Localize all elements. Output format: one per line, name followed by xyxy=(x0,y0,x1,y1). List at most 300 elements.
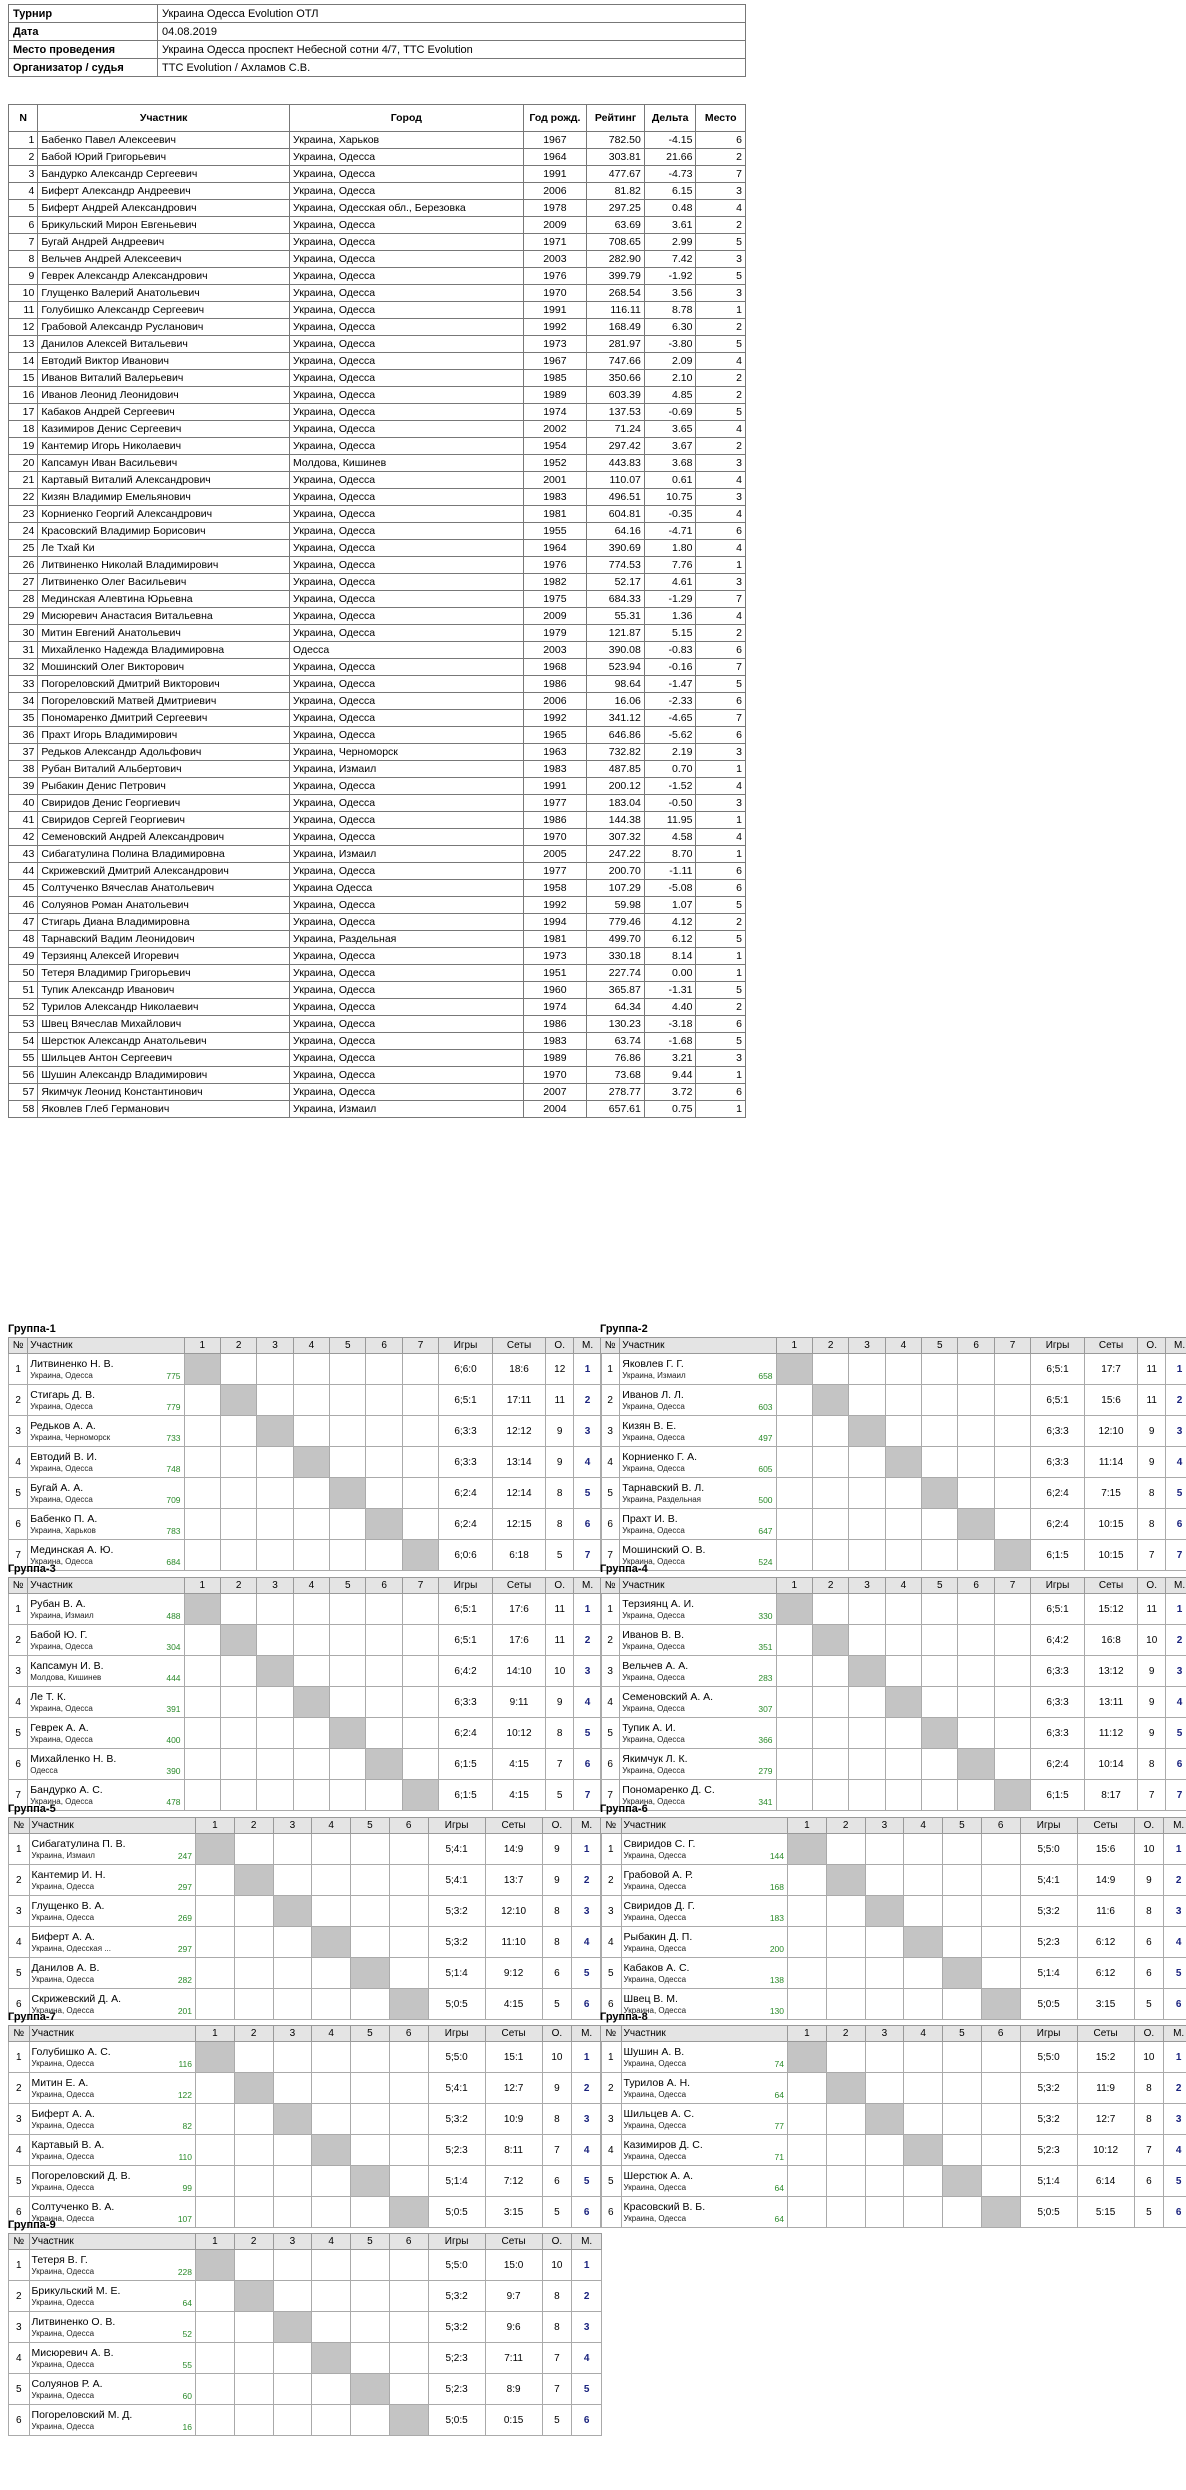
group-player-row xyxy=(9,1509,602,1540)
group-player-row xyxy=(9,1385,602,1416)
group-cross-table xyxy=(600,1337,1186,1571)
group-player-cell xyxy=(621,1834,787,1865)
match-cell xyxy=(943,1834,982,1865)
column-header: Рейтинг xyxy=(587,105,645,132)
match-cell xyxy=(293,1625,329,1656)
player-cell: 6 xyxy=(696,1084,746,1101)
player-cell: 35 xyxy=(9,710,38,727)
group-player-place: 1 xyxy=(1164,1834,1186,1865)
group-player-cell xyxy=(29,2343,195,2374)
group-player-rating: 775 xyxy=(166,1371,181,1381)
player-cell: 2 xyxy=(9,149,38,166)
group-player-games: 6;2:4 xyxy=(439,1509,493,1540)
player-cell: Солуянов Роман Анатольевич xyxy=(38,897,290,914)
group-player-sets: 14:10 xyxy=(492,1656,546,1687)
player-cell: -0.69 xyxy=(644,404,696,421)
header-place: М. xyxy=(1166,1338,1186,1354)
player-cell: 1.36 xyxy=(644,608,696,625)
player-cell: Украина, Одесса xyxy=(290,659,524,676)
group-player-points: 7 xyxy=(542,2374,572,2405)
group-player-games: 5;3:2 xyxy=(428,1896,485,1927)
player-cell: Украина, Одесса xyxy=(290,948,524,965)
self-cell xyxy=(330,1718,366,1749)
player-cell: 2.99 xyxy=(644,234,696,251)
match-cell xyxy=(865,1927,904,1958)
player-cell: 2003 xyxy=(523,251,587,268)
player-cell: 330.18 xyxy=(587,948,645,965)
match-cell xyxy=(958,1687,994,1718)
group-player-sets: 4:15 xyxy=(492,1749,546,1780)
group-player-games: 5;5:0 xyxy=(1020,1834,1077,1865)
match-cell xyxy=(849,1385,885,1416)
player-row xyxy=(9,234,746,251)
group-player-games: 6;3:3 xyxy=(1031,1416,1085,1447)
group-player-row xyxy=(9,1656,602,1687)
group-player-games: 6;2:4 xyxy=(439,1478,493,1509)
player-cell: 14 xyxy=(9,353,38,370)
group-player-no: 6 xyxy=(9,2405,30,2436)
group-player-points: 10 xyxy=(542,2042,572,2073)
group-player-row xyxy=(9,1354,602,1385)
group-player-place: 5 xyxy=(1164,2166,1186,2197)
group-player-points: 9 xyxy=(1138,1718,1166,1749)
group-player-city: Украина, Измаил xyxy=(30,1610,94,1620)
player-cell: 98.64 xyxy=(587,676,645,693)
group-player-points: 8 xyxy=(1138,1509,1166,1540)
match-cell xyxy=(184,1749,220,1780)
header-sets: Сеты xyxy=(1077,2026,1134,2042)
header-participant: Участник xyxy=(621,2026,787,2042)
group-player-city: Украина, Одесса xyxy=(623,2120,687,2130)
match-cell xyxy=(196,2073,235,2104)
group-player-no: 6 xyxy=(9,1989,30,2020)
group-player-city: Украина, Одесса xyxy=(622,1610,685,1620)
header-place: М. xyxy=(574,1578,602,1594)
player-cell: 107.29 xyxy=(587,880,645,897)
match-cell xyxy=(922,1447,958,1478)
player-cell: 2006 xyxy=(523,693,587,710)
player-cell: -0.50 xyxy=(644,795,696,812)
match-cell xyxy=(257,1687,293,1718)
group-player-rating: 783 xyxy=(166,1526,181,1536)
group-player-name: Бабой Ю. Г. xyxy=(30,1628,88,1641)
group-player-rating: 99 xyxy=(182,2183,192,2193)
group-player-row xyxy=(9,1896,602,1927)
header-opponent-no: 5 xyxy=(943,1818,982,1834)
group-player-city: Украина, Одесса xyxy=(31,2058,95,2068)
match-cell xyxy=(812,1416,848,1447)
player-cell: 3 xyxy=(9,166,38,183)
player-cell: Бандурко Александр Сергеевич xyxy=(38,166,290,183)
self-cell xyxy=(220,1385,256,1416)
player-cell: 1.07 xyxy=(644,897,696,914)
player-cell: 63.74 xyxy=(587,1033,645,1050)
player-cell: 5 xyxy=(696,897,746,914)
group-player-row xyxy=(601,2135,1186,2166)
group-player-place: 5 xyxy=(1166,1718,1186,1749)
player-cell: Тупик Александр Иванович xyxy=(38,982,290,999)
group-player-sets: 6:12 xyxy=(1077,1927,1134,1958)
match-cell xyxy=(788,2166,827,2197)
group-player-points: 5 xyxy=(542,2197,572,2228)
match-cell xyxy=(958,1718,994,1749)
group-player-name: Картавый В. А. xyxy=(31,2138,105,2151)
match-cell xyxy=(184,1447,220,1478)
player-cell: 4 xyxy=(9,183,38,200)
group-player-place: 4 xyxy=(1164,2135,1186,2166)
group-player-place: 5 xyxy=(1164,1958,1186,1989)
group-player-rating: 60 xyxy=(182,2391,192,2401)
match-cell xyxy=(994,1416,1030,1447)
group-player-place: 5 xyxy=(572,2374,602,2405)
player-row xyxy=(9,251,746,268)
player-cell: 657.61 xyxy=(587,1101,645,1118)
player-cell: 4 xyxy=(696,421,746,438)
group-player-no: 3 xyxy=(9,1896,30,1927)
player-cell: 37 xyxy=(9,744,38,761)
players-table xyxy=(8,104,746,1118)
group-player-games: 6;1:5 xyxy=(1031,1540,1085,1571)
self-cell xyxy=(904,2135,943,2166)
player-cell: 20 xyxy=(9,455,38,472)
group-player-points: 7 xyxy=(1134,2135,1164,2166)
player-cell: 31 xyxy=(9,642,38,659)
group-cross-table xyxy=(8,1577,602,1811)
match-cell xyxy=(885,1385,921,1416)
group-player-place: 6 xyxy=(574,1509,602,1540)
self-cell xyxy=(943,2166,982,2197)
match-cell xyxy=(257,1447,293,1478)
group-player-games: 5;2:3 xyxy=(1020,2135,1077,2166)
player-cell: 16.06 xyxy=(587,693,645,710)
match-cell xyxy=(776,1687,812,1718)
player-cell: Казимиров Денис Сергеевич xyxy=(38,421,290,438)
match-cell xyxy=(402,1656,438,1687)
group-player-name: Пономаренко Д. С. xyxy=(622,1783,715,1796)
group-player-sets: 8:17 xyxy=(1084,1780,1138,1811)
group-player-place: 4 xyxy=(572,1927,602,1958)
player-cell: -4.71 xyxy=(644,523,696,540)
player-cell: 36 xyxy=(9,727,38,744)
group-player-city: Украина, Одесса xyxy=(622,1796,685,1806)
group-player-rating: 351 xyxy=(758,1642,773,1652)
player-cell: -5.62 xyxy=(644,727,696,744)
group-player-city: Украина, Одесса xyxy=(31,1912,95,1922)
header-pts: О. xyxy=(1138,1578,1166,1594)
match-cell xyxy=(849,1718,885,1749)
group-player-sets: 13:12 xyxy=(1084,1656,1138,1687)
player-cell: Тарнавский Вадим Леонидович xyxy=(38,931,290,948)
match-cell xyxy=(981,1927,1020,1958)
match-cell xyxy=(922,1354,958,1385)
player-cell: Украина, Одесса xyxy=(290,353,524,370)
self-cell xyxy=(812,1385,848,1416)
player-cell: 10.75 xyxy=(644,489,696,506)
header-opponent-no: 5 xyxy=(922,1578,958,1594)
player-cell: 4 xyxy=(696,778,746,795)
group-player-row xyxy=(9,1594,602,1625)
match-cell xyxy=(312,1834,351,1865)
match-cell xyxy=(922,1594,958,1625)
group-player-points: 12 xyxy=(546,1354,574,1385)
group-player-games: 6;3:3 xyxy=(1031,1718,1085,1749)
match-cell xyxy=(220,1718,256,1749)
group-player-cell xyxy=(29,1834,195,1865)
group-player-sets: 14:9 xyxy=(485,1834,542,1865)
group-player-name: Якимчук Л. К. xyxy=(622,1752,688,1765)
header-opponent-no: 1 xyxy=(184,1338,220,1354)
match-cell xyxy=(776,1478,812,1509)
player-cell: 2 xyxy=(696,999,746,1016)
match-cell xyxy=(366,1416,402,1447)
group-player-sets: 15:12 xyxy=(1084,1594,1138,1625)
group-player-games: 6;2:4 xyxy=(439,1718,493,1749)
group-player-name: Свиридов С. Г. xyxy=(623,1837,696,1850)
group-player-rating: 64 xyxy=(774,2183,784,2193)
player-cell: 443.83 xyxy=(587,455,645,472)
self-cell xyxy=(257,1416,293,1447)
header-pts: О. xyxy=(542,2026,572,2042)
match-cell xyxy=(196,1958,235,1989)
group-player-no: 6 xyxy=(601,1749,620,1780)
player-cell: Украина, Одесса xyxy=(290,591,524,608)
header-sets: Сеты xyxy=(485,2026,542,2042)
group-player-cell xyxy=(29,2104,195,2135)
match-cell xyxy=(943,1927,982,1958)
group-player-cell xyxy=(620,1385,776,1416)
group-player-games: 6;5:1 xyxy=(439,1625,493,1656)
player-cell: 487.85 xyxy=(587,761,645,778)
player-cell: Турилов Александр Николаевич xyxy=(38,999,290,1016)
match-cell xyxy=(776,1718,812,1749)
player-cell: 3 xyxy=(696,489,746,506)
group-player-rating: 52 xyxy=(182,2329,192,2339)
group-player-city: Украина, Одесса xyxy=(30,1641,93,1651)
match-cell xyxy=(293,1354,329,1385)
header-participant: Участник xyxy=(29,2026,195,2042)
group-player-cell xyxy=(621,2042,787,2073)
header-opponent-no: 1 xyxy=(196,1818,235,1834)
group-header-row xyxy=(9,2026,602,2042)
group-player-sets: 7:15 xyxy=(1084,1478,1138,1509)
group-player-games: 5;2:3 xyxy=(428,2374,485,2405)
header-pts: О. xyxy=(546,1578,574,1594)
header-pts: О. xyxy=(546,1338,574,1354)
match-cell xyxy=(402,1478,438,1509)
player-cell: 45 xyxy=(9,880,38,897)
header-opponent-no: 4 xyxy=(904,2026,943,2042)
group-player-no: 1 xyxy=(601,1594,620,1625)
group-player-no: 4 xyxy=(601,1447,620,1478)
match-cell xyxy=(788,2135,827,2166)
player-cell: 130.23 xyxy=(587,1016,645,1033)
player-cell: 7.76 xyxy=(644,557,696,574)
match-cell xyxy=(994,1385,1030,1416)
match-cell xyxy=(220,1509,256,1540)
self-cell xyxy=(943,1958,982,1989)
group-player-city: Украина, Одесса xyxy=(30,1556,93,1566)
group-player-city: Украина, Одесса xyxy=(622,1401,685,1411)
group-player-place: 6 xyxy=(572,1989,602,2020)
group-player-points: 11 xyxy=(546,1385,574,1416)
match-cell xyxy=(220,1687,256,1718)
group-player-points: 5 xyxy=(546,1540,574,1571)
group-player-city: Украина, Одесса xyxy=(622,1641,685,1651)
group-player-rating: 478 xyxy=(166,1797,181,1807)
player-cell: Михайленко Надежда Владимировна xyxy=(38,642,290,659)
group-player-no: 1 xyxy=(601,2042,622,2073)
player-cell: 110.07 xyxy=(587,472,645,489)
match-cell xyxy=(273,2281,312,2312)
player-cell: Украина, Одесса xyxy=(290,676,524,693)
player-cell: Погореловский Матвей Дмитриевич xyxy=(38,693,290,710)
group-player-row xyxy=(601,1416,1186,1447)
group-player-no: 1 xyxy=(601,1354,620,1385)
match-cell xyxy=(904,2104,943,2135)
group-player-games: 6;2:4 xyxy=(1031,1478,1085,1509)
group-player-city: Украина, Одесса xyxy=(31,1881,95,1891)
header-no: № xyxy=(9,1578,28,1594)
player-row xyxy=(9,829,746,846)
self-cell xyxy=(812,1625,848,1656)
match-cell xyxy=(826,2104,865,2135)
group-player-place: 7 xyxy=(574,1540,602,1571)
player-cell: 390.08 xyxy=(587,642,645,659)
group-player-games: 6;6:0 xyxy=(439,1354,493,1385)
group-player-sets: 5:15 xyxy=(1077,2197,1134,2228)
group-player-row xyxy=(9,2135,602,2166)
group-player-rating: 110 xyxy=(178,2152,192,2162)
player-cell: -4.65 xyxy=(644,710,696,727)
group-player-rating: 228 xyxy=(177,2267,192,2277)
group-player-name: Тупик А. И. xyxy=(622,1721,676,1734)
player-cell: 1970 xyxy=(523,285,587,302)
header-opponent-no: 2 xyxy=(234,2026,273,2042)
group-player-city: Украина, Одесса xyxy=(623,2089,687,2099)
player-row xyxy=(9,455,746,472)
group-player-cell xyxy=(29,2042,195,2073)
group-player-points: 9 xyxy=(542,2073,572,2104)
group-player-place: 5 xyxy=(1166,1478,1186,1509)
group-player-no: 3 xyxy=(9,2104,30,2135)
self-cell xyxy=(273,1896,312,1927)
group-player-city: Украина, Одесса xyxy=(622,1556,685,1566)
group-player-no: 6 xyxy=(601,1989,622,2020)
group-player-city: Украина, Одесса xyxy=(31,2390,95,2400)
group-player-games: 5;0:5 xyxy=(1020,1989,1077,2020)
group-player-row xyxy=(601,2073,1186,2104)
group-player-city: Украина, Одесса xyxy=(30,1494,93,1504)
group-player-cell xyxy=(28,1656,184,1687)
group-player-points: 9 xyxy=(1138,1687,1166,1718)
group-player-games: 5;4:1 xyxy=(428,1865,485,1896)
group-player-points: 10 xyxy=(546,1656,574,1687)
group-player-place: 6 xyxy=(572,2405,602,2436)
match-cell xyxy=(351,2312,390,2343)
player-row xyxy=(9,1101,746,1118)
match-cell xyxy=(885,1749,921,1780)
player-cell: 2002 xyxy=(523,421,587,438)
group-player-games: 6;1:5 xyxy=(439,1749,493,1780)
header-opponent-no: 7 xyxy=(994,1338,1030,1354)
group-player-points: 8 xyxy=(1138,1749,1166,1780)
match-cell xyxy=(234,2135,273,2166)
group-player-cell xyxy=(29,1927,195,1958)
group-player-no: 4 xyxy=(601,2135,622,2166)
header-opponent-no: 6 xyxy=(981,2026,1020,2042)
group-player-no: 5 xyxy=(9,2166,30,2197)
group-player-row xyxy=(601,1509,1186,1540)
match-cell xyxy=(220,1447,256,1478)
match-cell xyxy=(994,1687,1030,1718)
match-cell xyxy=(776,1416,812,1447)
match-cell xyxy=(257,1625,293,1656)
player-cell: 4.12 xyxy=(644,914,696,931)
self-cell xyxy=(826,2073,865,2104)
player-row xyxy=(9,693,746,710)
player-cell: 1981 xyxy=(523,506,587,523)
group-player-rating: 64 xyxy=(182,2298,192,2308)
player-cell: -0.16 xyxy=(644,659,696,676)
group-player-no: 2 xyxy=(9,1625,28,1656)
player-cell: Бабенко Павел Алексеевич xyxy=(38,132,290,149)
match-cell xyxy=(366,1687,402,1718)
player-cell: 3.56 xyxy=(644,285,696,302)
player-cell: 3 xyxy=(696,455,746,472)
player-cell: Данилов Алексей Витальевич xyxy=(38,336,290,353)
player-cell: 1986 xyxy=(523,1016,587,1033)
group-player-sets: 13:11 xyxy=(1084,1687,1138,1718)
group-player-place: 4 xyxy=(572,2343,602,2374)
group-player-points: 8 xyxy=(1134,1896,1164,1927)
match-cell xyxy=(389,2374,428,2405)
match-cell xyxy=(943,2135,982,2166)
player-cell: 1982 xyxy=(523,574,587,591)
group-player-city: Украина, Одесса xyxy=(622,1734,685,1744)
group-block xyxy=(600,2010,1186,2228)
group-player-cell xyxy=(29,1896,195,1927)
group-player-cell xyxy=(620,1478,776,1509)
match-cell xyxy=(885,1354,921,1385)
match-cell xyxy=(351,1927,390,1958)
group-cross-table xyxy=(8,1817,602,2020)
group-player-cell xyxy=(620,1749,776,1780)
group-player-sets: 10:9 xyxy=(485,2104,542,2135)
group-player-games: 5;0:5 xyxy=(428,2405,485,2436)
match-cell xyxy=(904,2197,943,2228)
group-player-city: Украина, Одесса xyxy=(31,1974,95,1984)
player-row xyxy=(9,336,746,353)
group-player-row xyxy=(601,1478,1186,1509)
player-cell: 1.80 xyxy=(644,540,696,557)
player-cell: Украина, Одесса xyxy=(290,999,524,1016)
group-player-no: 5 xyxy=(9,2374,30,2405)
group-player-row xyxy=(9,1749,602,1780)
group-player-city: Украина, Одесса xyxy=(30,1703,93,1713)
group-player-rating: 603 xyxy=(758,1402,773,1412)
match-cell xyxy=(184,1687,220,1718)
group-player-name: Иванов Л. Л. xyxy=(622,1388,684,1401)
player-cell: 4 xyxy=(696,829,746,846)
player-row xyxy=(9,421,746,438)
match-cell xyxy=(196,1896,235,1927)
self-cell xyxy=(184,1354,220,1385)
player-cell: Мисюревич Анастасия Витальевна xyxy=(38,608,290,625)
player-cell: Украина, Одесса xyxy=(290,608,524,625)
player-cell: 15 xyxy=(9,370,38,387)
player-cell: 40 xyxy=(9,795,38,812)
header-games: Игры xyxy=(428,2026,485,2042)
